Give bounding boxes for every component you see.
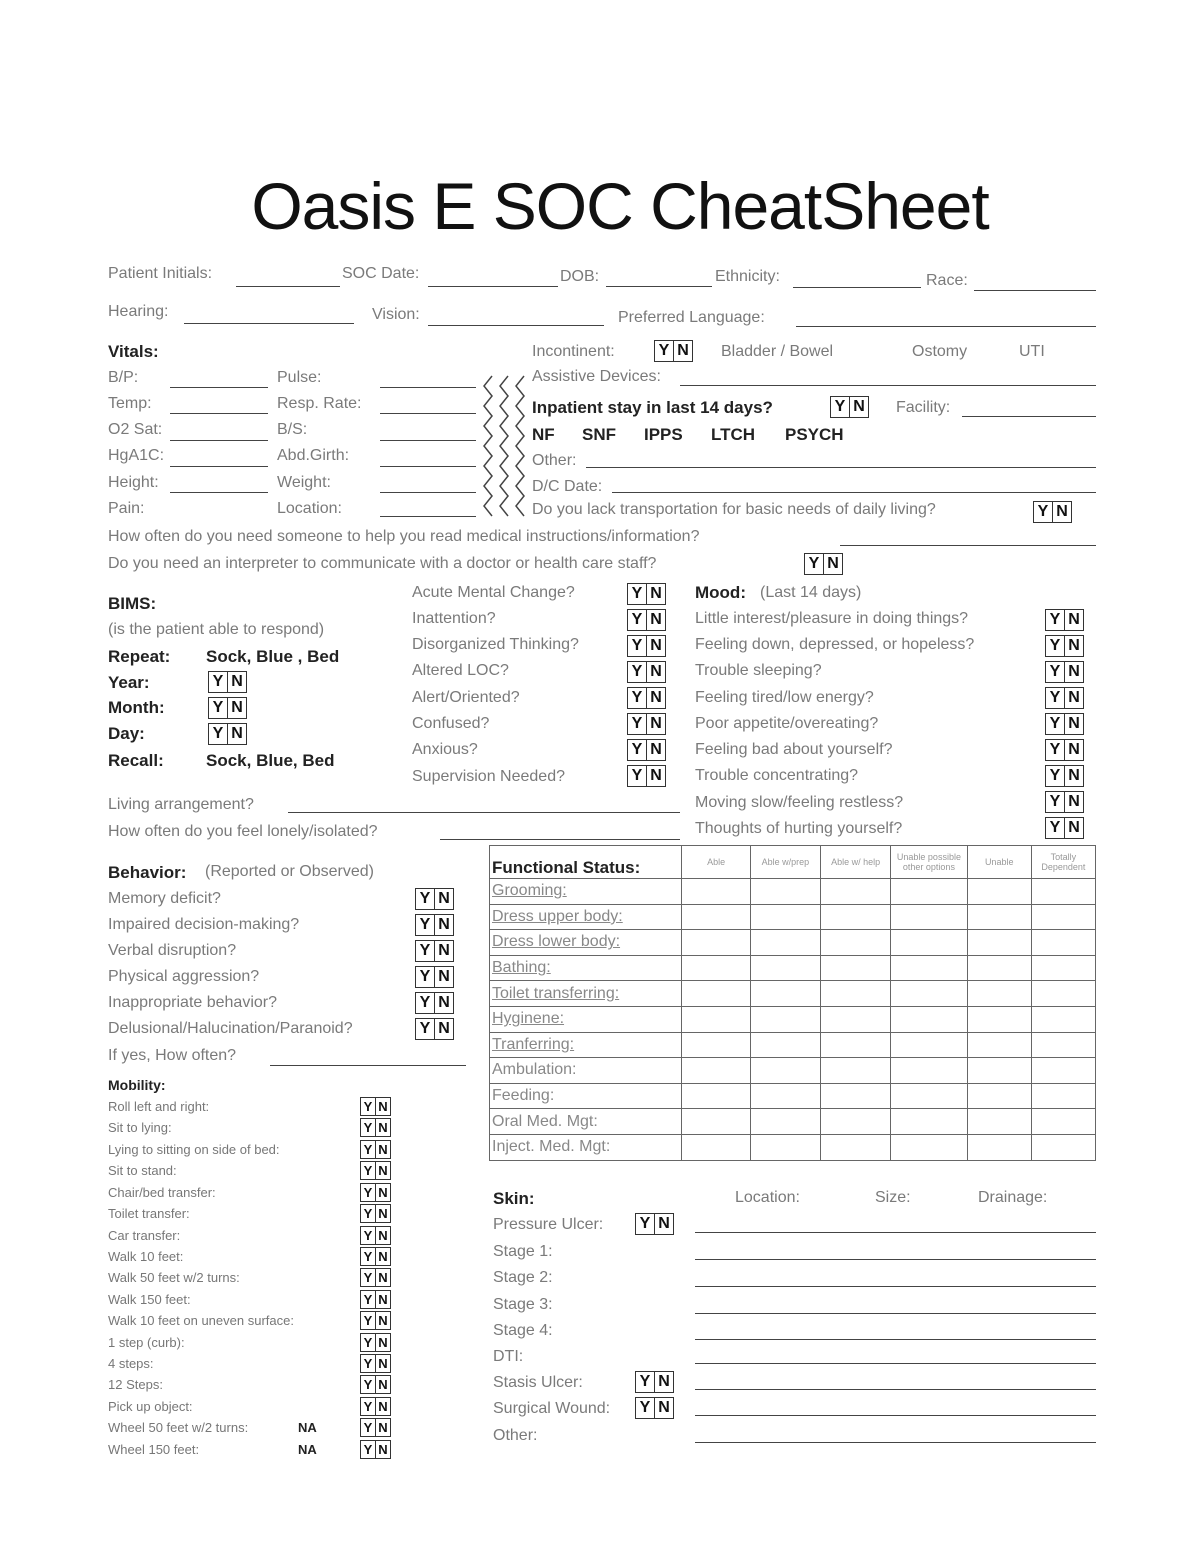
table-row bbox=[490, 955, 1096, 981]
mood-title: Mood: bbox=[695, 583, 746, 602]
cell[interactable] bbox=[1031, 955, 1095, 981]
vital-field[interactable] bbox=[380, 516, 476, 517]
facility-option[interactable]: NF bbox=[532, 425, 555, 444]
cell[interactable] bbox=[1031, 1134, 1095, 1160]
row-label: Hyginene: bbox=[490, 1006, 682, 1032]
row-label: Ambulation: bbox=[490, 1058, 682, 1084]
mental-item: Disorganized Thinking? bbox=[412, 636, 579, 653]
vital-label: Pain: bbox=[108, 500, 145, 517]
vital-field[interactable] bbox=[170, 492, 268, 493]
cell[interactable] bbox=[967, 1134, 1031, 1160]
cell[interactable] bbox=[891, 955, 967, 981]
vital-field[interactable] bbox=[170, 466, 268, 467]
mobility-item: Wheel 50 feet w/2 turns: bbox=[108, 1420, 249, 1435]
cell[interactable] bbox=[750, 981, 820, 1007]
incontinent-yn[interactable]: Y N bbox=[655, 340, 693, 362]
mobility-yn[interactable]: Y N bbox=[361, 1118, 391, 1137]
table-row bbox=[490, 1134, 1096, 1160]
vitals-title: Vitals: bbox=[108, 342, 159, 361]
cell[interactable] bbox=[891, 1109, 967, 1135]
vital-label: Abd.Girth: bbox=[277, 447, 350, 464]
vision-field[interactable] bbox=[428, 325, 604, 326]
behavior-title: Behavior: bbox=[108, 863, 187, 882]
vital-label: O2 Sat: bbox=[108, 421, 163, 438]
skin-item: Surgical Wound: bbox=[493, 1400, 611, 1417]
skin-item: Stage 3: bbox=[493, 1296, 553, 1313]
bims-title: BIMS: bbox=[108, 594, 157, 613]
patient-initials-field[interactable] bbox=[236, 286, 340, 287]
mood-yn[interactable]: Y N bbox=[1046, 739, 1084, 761]
behavior-yn[interactable]: Y N bbox=[416, 966, 454, 988]
cell[interactable] bbox=[967, 1109, 1031, 1135]
mental-yn[interactable]: Y N bbox=[628, 739, 666, 761]
incontinent-label: Incontinent: bbox=[532, 343, 615, 360]
cell[interactable] bbox=[967, 955, 1031, 981]
behavior-subtitle: (Reported or Observed) bbox=[205, 863, 374, 880]
how-often-label: If yes, How often? bbox=[108, 1047, 237, 1064]
vital-field[interactable] bbox=[170, 440, 268, 441]
row-label: Grooming: bbox=[490, 879, 682, 905]
cell[interactable] bbox=[820, 1109, 890, 1135]
cell[interactable] bbox=[820, 955, 890, 981]
soc-date-field[interactable] bbox=[428, 286, 558, 287]
column-header: Able w/prep bbox=[750, 846, 820, 879]
cell[interactable] bbox=[967, 904, 1031, 930]
race-field[interactable] bbox=[974, 290, 1096, 291]
facility-option[interactable]: SNF bbox=[582, 425, 616, 444]
mobility-item: Walk 50 feet w/2 turns: bbox=[108, 1270, 240, 1285]
soc-date-label: SOC Date: bbox=[342, 265, 420, 282]
table-row bbox=[490, 1058, 1096, 1084]
mobility-item: Car transfer: bbox=[108, 1228, 181, 1243]
behavior-yn[interactable]: Y N bbox=[416, 888, 454, 910]
table-row bbox=[490, 1032, 1096, 1058]
facility-field[interactable] bbox=[962, 416, 1096, 417]
skin-item: Stage 4: bbox=[493, 1322, 553, 1339]
cell[interactable] bbox=[750, 1006, 820, 1032]
vital-field[interactable] bbox=[170, 413, 268, 414]
cell[interactable] bbox=[1031, 1109, 1095, 1135]
skin-field[interactable] bbox=[695, 1339, 1096, 1340]
dob-field[interactable] bbox=[606, 286, 712, 287]
cell[interactable] bbox=[682, 1032, 750, 1058]
mobility-item: 4 steps: bbox=[108, 1356, 154, 1371]
behavior-item: Verbal disruption? bbox=[108, 942, 237, 959]
cell[interactable] bbox=[891, 904, 967, 930]
mobility-item: Pick up object: bbox=[108, 1399, 193, 1414]
how-often-field[interactable] bbox=[270, 1065, 466, 1066]
transportation-label: Do you lack transportation for basic needs of daily living? bbox=[532, 501, 936, 518]
cell[interactable] bbox=[820, 1032, 890, 1058]
year-label: Year: bbox=[108, 673, 150, 692]
lonely-label: How often do you feel lonely/isolated? bbox=[108, 823, 378, 840]
dc-date-field[interactable] bbox=[612, 492, 1096, 493]
vital-label: Weight: bbox=[277, 474, 331, 491]
cell[interactable] bbox=[1031, 1083, 1095, 1109]
cell[interactable] bbox=[820, 1006, 890, 1032]
mobility-yn[interactable]: Y N bbox=[361, 1397, 391, 1416]
behavior-yn[interactable]: Y N bbox=[416, 1018, 454, 1040]
skin-item: Stasis Ulcer: bbox=[493, 1374, 583, 1391]
cell[interactable] bbox=[750, 1032, 820, 1058]
mobility-yn[interactable]: Y N bbox=[361, 1204, 391, 1223]
cell[interactable] bbox=[967, 1083, 1031, 1109]
cell[interactable] bbox=[967, 930, 1031, 956]
day-yn[interactable]: Y N bbox=[209, 723, 247, 745]
column-header: Unable possible other options bbox=[891, 846, 967, 879]
repeat-value: Sock, Blue , Bed bbox=[206, 647, 340, 666]
table-row bbox=[490, 1109, 1096, 1135]
mobility-yn[interactable]: Y N bbox=[361, 1418, 391, 1437]
mobility-item: Chair/bed transfer: bbox=[108, 1185, 216, 1200]
hearing-field[interactable] bbox=[184, 323, 354, 324]
mobility-yn[interactable]: Y N bbox=[361, 1354, 391, 1373]
cell[interactable] bbox=[1031, 1032, 1095, 1058]
cell[interactable] bbox=[750, 1134, 820, 1160]
mental-item: Alert/Oriented? bbox=[412, 689, 520, 706]
mood-yn[interactable]: Y N bbox=[1046, 713, 1084, 735]
mood-yn[interactable]: Y N bbox=[1046, 609, 1084, 631]
uti-label: UTI bbox=[1019, 343, 1045, 360]
cell[interactable] bbox=[967, 1006, 1031, 1032]
cell[interactable] bbox=[682, 1058, 750, 1084]
cell[interactable] bbox=[820, 904, 890, 930]
mobility-item: Walk 10 feet: bbox=[108, 1249, 184, 1264]
row-label: Dress lower body: bbox=[490, 930, 682, 956]
skin-size-header: Size: bbox=[875, 1189, 911, 1206]
facility-option[interactable]: PSYCH bbox=[785, 425, 844, 444]
cell[interactable] bbox=[967, 1058, 1031, 1084]
table-row bbox=[490, 930, 1096, 956]
surgical-wound-yn[interactable]: Y N bbox=[636, 1397, 674, 1419]
column-header: Able bbox=[682, 846, 750, 879]
behavior-item: Inappropriate behavior? bbox=[108, 994, 278, 1011]
mobility-item: 1 step (curb): bbox=[108, 1335, 185, 1350]
cell[interactable] bbox=[967, 879, 1031, 905]
row-label: Toilet transferring: bbox=[490, 981, 682, 1007]
column-header: Unable bbox=[967, 846, 1031, 879]
vital-label: Resp. Rate: bbox=[277, 395, 362, 412]
table-row bbox=[490, 879, 1096, 905]
hearing-label: Hearing: bbox=[108, 303, 169, 320]
recall-value: Sock, Blue, Bed bbox=[206, 751, 335, 770]
skin-title: Skin: bbox=[493, 1189, 535, 1208]
mood-subtitle: (Last 14 days) bbox=[760, 584, 862, 601]
mobility-yn[interactable]: Y N bbox=[361, 1333, 391, 1352]
mobility-yn[interactable]: Y N bbox=[361, 1161, 391, 1180]
cell[interactable] bbox=[682, 904, 750, 930]
mental-yn[interactable]: Y N bbox=[628, 765, 666, 787]
row-label: Dress upper body: bbox=[490, 904, 682, 930]
vital-field[interactable] bbox=[170, 387, 268, 388]
repeat-label: Repeat: bbox=[108, 647, 171, 666]
assistive-devices-label: Assistive Devices: bbox=[532, 368, 661, 385]
cell[interactable] bbox=[682, 1006, 750, 1032]
mobility-item: Lying to sitting on side of bed: bbox=[108, 1142, 280, 1157]
mood-yn[interactable]: Y N bbox=[1046, 661, 1084, 683]
mood-item: Trouble concentrating? bbox=[695, 767, 859, 784]
mental-yn[interactable]: Y N bbox=[628, 635, 666, 657]
mobility-item: Walk 10 feet on uneven surface: bbox=[108, 1313, 294, 1328]
column-header: Totally Dependent bbox=[1031, 846, 1095, 879]
living-arrangement-field[interactable] bbox=[288, 812, 680, 813]
behavior-yn[interactable]: Y N bbox=[416, 992, 454, 1014]
mobility-item: Roll left and right: bbox=[108, 1099, 210, 1114]
table-row bbox=[490, 1083, 1096, 1109]
mental-item: Acute Mental Change? bbox=[412, 584, 575, 601]
read-help-question: How often do you need someone to help you read medical instructions/information? bbox=[108, 528, 700, 545]
behavior-item: Physical aggression? bbox=[108, 968, 260, 985]
cell[interactable] bbox=[1031, 904, 1095, 930]
cell[interactable] bbox=[682, 1109, 750, 1135]
cell[interactable] bbox=[682, 930, 750, 956]
vital-label: HgA1C: bbox=[108, 447, 165, 464]
row-label: Bathing: bbox=[490, 955, 682, 981]
facility-label: Facility: bbox=[896, 399, 951, 416]
functional-header-row bbox=[490, 846, 1096, 879]
cell[interactable] bbox=[891, 1083, 967, 1109]
cell[interactable] bbox=[967, 1032, 1031, 1058]
skin-field[interactable] bbox=[695, 1286, 1096, 1287]
mental-item: Altered LOC? bbox=[412, 662, 509, 679]
cell[interactable] bbox=[820, 930, 890, 956]
day-label: Day: bbox=[108, 724, 145, 743]
ethnicity-field[interactable] bbox=[793, 287, 921, 288]
skin-item: Other: bbox=[493, 1427, 538, 1444]
patient-initials-label: Patient Initials: bbox=[108, 265, 213, 282]
table-row bbox=[490, 904, 1096, 930]
cell[interactable] bbox=[682, 1134, 750, 1160]
behavior-item: Impaired decision-making? bbox=[108, 916, 300, 933]
mobility-title: Mobility: bbox=[108, 1077, 166, 1093]
mood-yn[interactable]: Y N bbox=[1046, 687, 1084, 709]
read-help-field[interactable] bbox=[840, 545, 1096, 546]
vital-field[interactable] bbox=[380, 387, 476, 388]
cell[interactable] bbox=[1031, 981, 1095, 1007]
cell[interactable] bbox=[891, 1032, 967, 1058]
vital-label: B/S: bbox=[277, 421, 308, 438]
bladder-bowel-label: Bladder / Bowel bbox=[721, 343, 834, 360]
other-field[interactable] bbox=[586, 467, 1096, 468]
row-label: Tranferring: bbox=[490, 1032, 682, 1058]
table-row bbox=[490, 981, 1096, 1007]
vital-label: Location: bbox=[277, 500, 342, 517]
assistive-devices-field[interactable] bbox=[680, 385, 1096, 386]
cell[interactable] bbox=[682, 981, 750, 1007]
year-yn[interactable]: Y N bbox=[209, 671, 247, 693]
cell[interactable] bbox=[682, 1083, 750, 1109]
cell[interactable] bbox=[750, 1109, 820, 1135]
mobility-yn[interactable]: Y N bbox=[361, 1183, 391, 1202]
mobility-yn[interactable]: Y N bbox=[361, 1290, 391, 1309]
month-yn[interactable]: Y N bbox=[209, 697, 247, 719]
skin-field[interactable] bbox=[695, 1415, 1096, 1416]
skin-field[interactable] bbox=[695, 1442, 1096, 1443]
cell[interactable] bbox=[820, 1058, 890, 1084]
row-label: Feeding: bbox=[490, 1083, 682, 1109]
mental-yn[interactable]: Y N bbox=[628, 583, 666, 605]
interpreter-question: Do you need an interpreter to communicate with a doctor or health care staff? bbox=[108, 555, 657, 572]
skin-drainage-header: Drainage: bbox=[978, 1189, 1048, 1206]
transportation-yn[interactable]: Y N bbox=[1034, 501, 1072, 523]
mental-item: Inattention? bbox=[412, 610, 496, 627]
mobility-yn[interactable]: Y N bbox=[361, 1268, 391, 1287]
preferred-language-label: Preferred Language: bbox=[618, 309, 765, 326]
stasis-ulcer-yn[interactable]: Y N bbox=[636, 1371, 674, 1393]
behavior-item: Delusional/Halucination/Paranoid? bbox=[108, 1020, 353, 1037]
cell[interactable] bbox=[750, 904, 820, 930]
preferred-language-field[interactable] bbox=[796, 326, 1096, 327]
vital-label: Height: bbox=[108, 474, 159, 491]
mood-item: Feeling down, depressed, or hopeless? bbox=[695, 636, 975, 653]
vital-label: Pulse: bbox=[277, 369, 322, 386]
column-header: Able w/ help bbox=[820, 846, 890, 879]
vision-label: Vision: bbox=[372, 306, 420, 323]
mood-yn[interactable]: Y N bbox=[1046, 791, 1084, 813]
behavior-yn[interactable]: Y N bbox=[416, 940, 454, 962]
row-label: Oral Med. Mgt: bbox=[490, 1109, 682, 1135]
cell[interactable] bbox=[891, 1058, 967, 1084]
lonely-field[interactable] bbox=[440, 839, 680, 840]
na-label: NA bbox=[298, 1420, 317, 1435]
interpreter-yn[interactable]: Y N bbox=[805, 553, 843, 575]
skin-field[interactable] bbox=[695, 1313, 1096, 1314]
mobility-item: Walk 150 feet: bbox=[108, 1292, 191, 1307]
cell[interactable] bbox=[820, 879, 890, 905]
vital-field[interactable] bbox=[380, 466, 476, 467]
mental-item: Confused? bbox=[412, 715, 490, 732]
behavior-yn[interactable]: Y N bbox=[416, 914, 454, 936]
mobility-yn[interactable]: Y N bbox=[361, 1097, 391, 1116]
cell[interactable] bbox=[750, 879, 820, 905]
bims-subtitle: (is the patient able to respond) bbox=[108, 621, 325, 638]
cell[interactable] bbox=[1031, 879, 1095, 905]
month-label: Month: bbox=[108, 698, 165, 717]
cell[interactable] bbox=[682, 879, 750, 905]
mood-item: Feeling tired/low energy? bbox=[695, 689, 874, 706]
functional-status-title: Functional Status: bbox=[490, 846, 682, 879]
mobility-item: Toilet transfer: bbox=[108, 1206, 190, 1221]
inpatient-stay-yn[interactable]: Y N bbox=[831, 396, 869, 418]
na-label: NA bbox=[298, 1442, 317, 1457]
mood-yn[interactable]: Y N bbox=[1046, 635, 1084, 657]
vital-field[interactable] bbox=[380, 440, 476, 441]
skin-field[interactable] bbox=[695, 1389, 1096, 1390]
pressure-ulcer-yn[interactable]: Y N bbox=[636, 1213, 674, 1235]
mental-yn[interactable]: Y N bbox=[628, 713, 666, 735]
mobility-yn[interactable]: Y N bbox=[361, 1375, 391, 1394]
mobility-yn[interactable]: Y N bbox=[361, 1226, 391, 1245]
cell[interactable] bbox=[820, 1134, 890, 1160]
living-arrangement-label: Living arrangement? bbox=[108, 796, 254, 813]
table-row bbox=[490, 1006, 1096, 1032]
cell[interactable] bbox=[682, 955, 750, 981]
mental-yn[interactable]: Y N bbox=[628, 609, 666, 631]
cell[interactable] bbox=[891, 1134, 967, 1160]
mental-yn[interactable]: Y N bbox=[628, 687, 666, 709]
mobility-item: Wheel 150 feet: bbox=[108, 1442, 200, 1457]
facility-option[interactable]: IPPS bbox=[644, 425, 683, 444]
vital-label: Temp: bbox=[108, 395, 152, 412]
recall-label: Recall: bbox=[108, 751, 164, 770]
cell[interactable] bbox=[891, 879, 967, 905]
cell[interactable] bbox=[820, 1083, 890, 1109]
skin-item: Pressure Ulcer: bbox=[493, 1216, 604, 1233]
other-label: Other: bbox=[532, 452, 577, 469]
behavior-item: Memory deficit? bbox=[108, 890, 221, 907]
dob-label: DOB: bbox=[560, 268, 600, 285]
zigzag-divider bbox=[478, 372, 532, 522]
vital-label: B/P: bbox=[108, 369, 139, 386]
cell[interactable] bbox=[891, 930, 967, 956]
ostomy-label: Ostomy bbox=[912, 343, 968, 360]
cell[interactable] bbox=[750, 955, 820, 981]
skin-field[interactable] bbox=[695, 1259, 1096, 1260]
cell[interactable] bbox=[750, 1058, 820, 1084]
mental-yn[interactable]: Y N bbox=[628, 661, 666, 683]
skin-item: Stage 1: bbox=[493, 1243, 553, 1260]
cell[interactable] bbox=[820, 981, 890, 1007]
mood-item: Feeling bad about yourself? bbox=[695, 741, 893, 758]
row-label: Inject. Med. Mgt: bbox=[490, 1134, 682, 1160]
mental-item: Supervision Needed? bbox=[412, 768, 565, 785]
skin-field[interactable] bbox=[695, 1232, 1096, 1233]
mood-item: Moving slow/feeling restless? bbox=[695, 794, 904, 811]
mood-item: Thoughts of hurting yourself? bbox=[695, 820, 903, 837]
mood-item: Poor appetite/overeating? bbox=[695, 715, 879, 732]
cell[interactable] bbox=[891, 1006, 967, 1032]
inpatient-stay-label: Inpatient stay in last 14 days? bbox=[532, 398, 773, 417]
mobility-yn[interactable]: Y N bbox=[361, 1440, 391, 1459]
page-title: Oasis E SOC CheatSheet bbox=[251, 169, 989, 243]
mental-item: Anxious? bbox=[412, 741, 478, 758]
cell[interactable] bbox=[967, 981, 1031, 1007]
mobility-yn[interactable]: Y N bbox=[361, 1311, 391, 1330]
mood-item: Trouble sleeping? bbox=[695, 662, 822, 679]
mobility-item: Sit to lying: bbox=[108, 1120, 172, 1135]
skin-location-header: Location: bbox=[735, 1189, 800, 1206]
mobility-yn[interactable]: Y N bbox=[361, 1140, 391, 1159]
race-label: Race: bbox=[926, 272, 968, 289]
cell[interactable] bbox=[750, 930, 820, 956]
ethnicity-label: Ethnicity: bbox=[715, 268, 780, 285]
skin-field[interactable] bbox=[695, 1363, 1096, 1364]
mood-item: Little interest/pleasure in doing things? bbox=[695, 610, 969, 627]
cell[interactable] bbox=[891, 981, 967, 1007]
vital-field[interactable] bbox=[380, 413, 476, 414]
cell[interactable] bbox=[750, 1083, 820, 1109]
mobility-item: 12 Steps: bbox=[108, 1377, 163, 1392]
mood-yn[interactable]: Y N bbox=[1046, 817, 1084, 839]
cell[interactable] bbox=[1031, 930, 1095, 956]
vital-field[interactable] bbox=[380, 492, 476, 493]
facility-option[interactable]: LTCH bbox=[711, 425, 756, 444]
skin-item: Stage 2: bbox=[493, 1269, 553, 1286]
mood-yn[interactable]: Y N bbox=[1046, 765, 1084, 787]
cell[interactable] bbox=[1031, 1058, 1095, 1084]
dc-date-label: D/C Date: bbox=[532, 478, 603, 495]
skin-item: DTI: bbox=[493, 1348, 524, 1365]
functional-status-table bbox=[489, 845, 1096, 1161]
cell[interactable] bbox=[1031, 1006, 1095, 1032]
mobility-yn[interactable]: Y N bbox=[361, 1247, 391, 1266]
mobility-item: Sit to stand: bbox=[108, 1163, 177, 1178]
